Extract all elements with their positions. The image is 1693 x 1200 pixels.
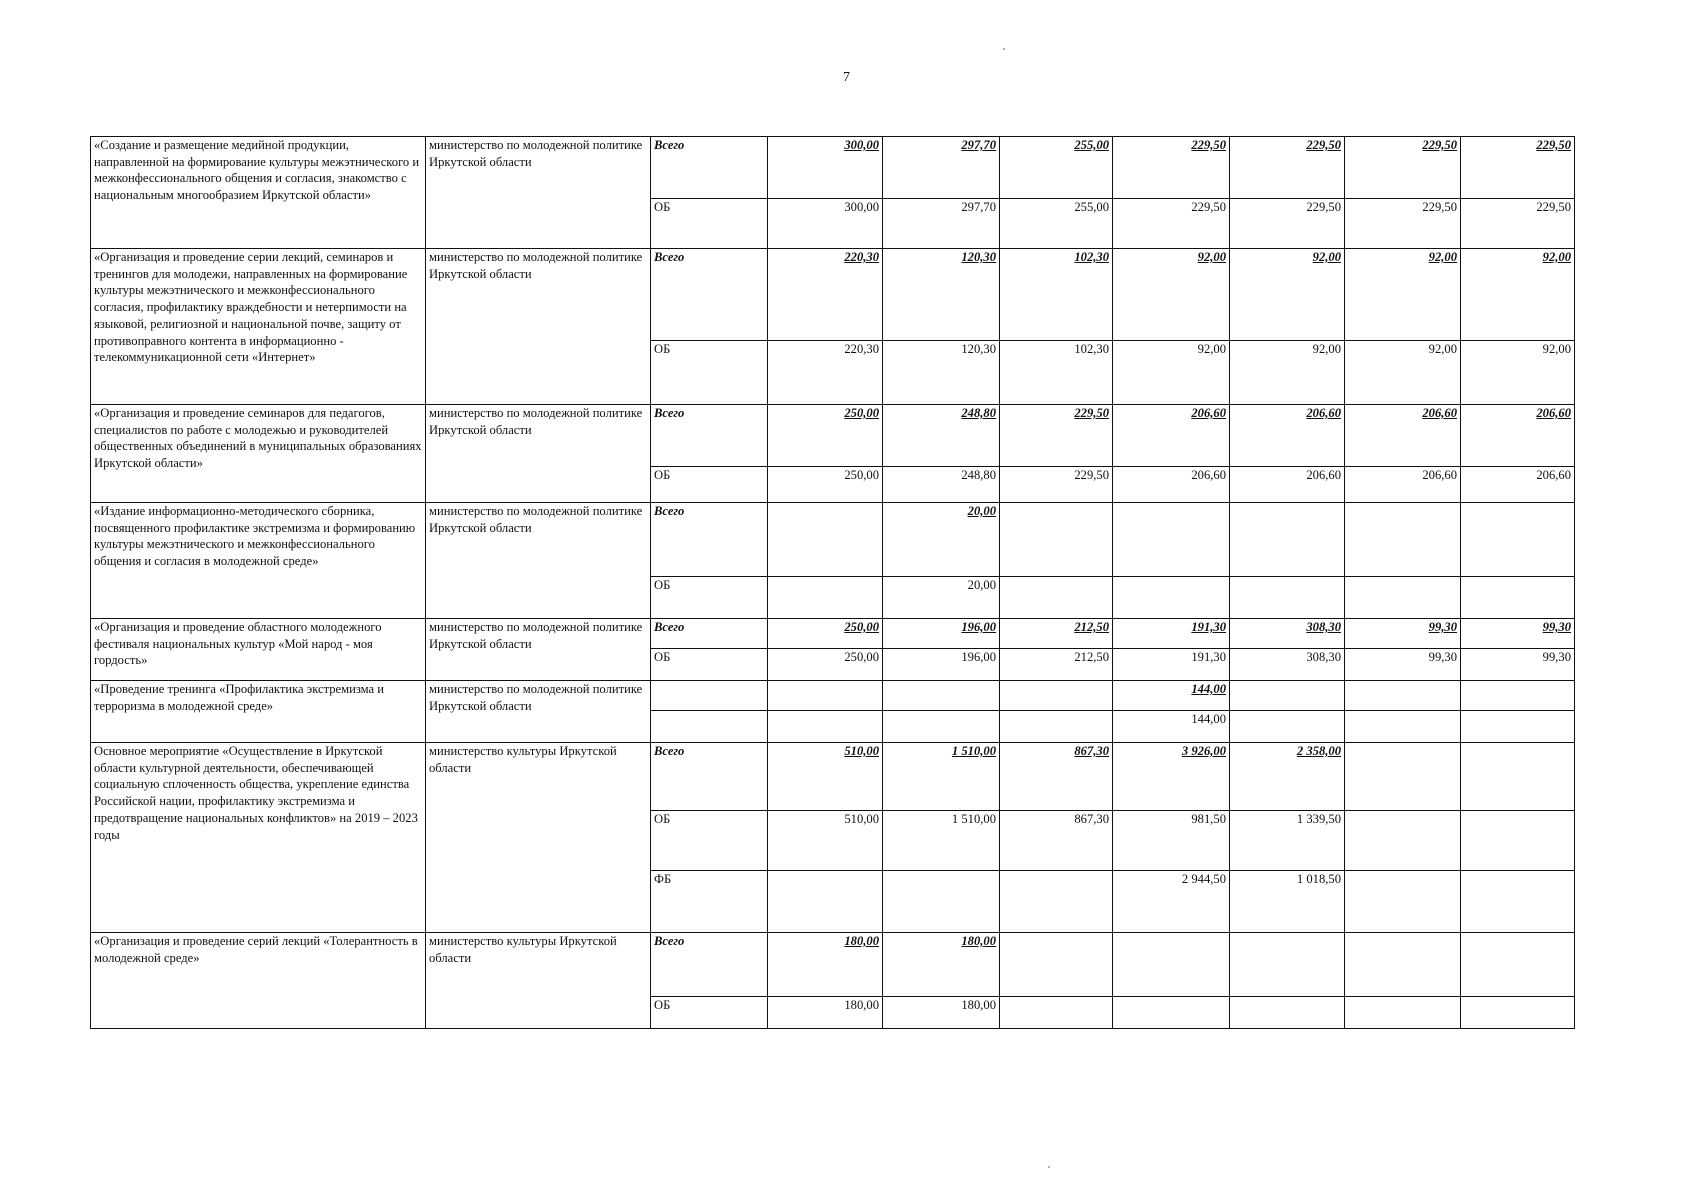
amount-cell: 3 926,00 [1113,743,1230,811]
amount-cell [1230,577,1345,619]
amount-cell: 297,70 [883,199,1000,249]
amount-cell: 206,60 [1113,405,1230,467]
amount-cell: 180,00 [883,997,1000,1029]
amount-cell: 120,30 [883,249,1000,341]
table-row [91,619,1575,649]
amount-cell: 229,50 [1113,199,1230,249]
funding-source-cell: ОБ [651,649,768,681]
scan-speck [1048,1166,1050,1168]
amount-cell: 2 944,50 [1113,871,1230,933]
amount-cell [1000,681,1113,711]
amount-cell: 1 510,00 [883,743,1000,811]
amount-cell: 144,00 [1113,681,1230,711]
amount-cell: 229,50 [1345,137,1461,199]
executor-cell: министерство по молодежной политике Иркутской области [426,619,651,681]
amount-cell: 99,30 [1461,619,1575,649]
amount-cell: 20,00 [883,577,1000,619]
amount-cell: 229,50 [1230,199,1345,249]
table-row [91,137,1575,199]
activity-name-cell: Основное мероприятие «Осуществление в Иркутской области культурной деятельности, обеспечивающей социальную сплоченность общества, укрепление единства Российской нации, профилактику экстремизма и предотвращение национальных конфликтов» на 2019 – 2023 годы [91,743,426,933]
amount-cell: 229,50 [1345,199,1461,249]
table-row [91,743,1575,811]
activity-name-cell: «Создание и размещение медийной продукции, направленной на формирование культуры межэтнического и межконфессионального общения и согласия, знакомство с национальным многообразием Иркутской области» [91,137,426,249]
funding-source-cell: ОБ [651,467,768,503]
amount-cell: 510,00 [768,743,883,811]
executor-cell: министерство по молодежной политике Иркутской области [426,405,651,503]
amount-cell [883,681,1000,711]
amount-cell [1345,577,1461,619]
amount-cell: 250,00 [768,649,883,681]
amount-cell: 867,30 [1000,811,1113,871]
amount-cell: 1 339,50 [1230,811,1345,871]
activity-name-cell: «Издание информационно-методического сборника, посвященного профилактике экстремизма и формированию культуры межэтнического и межконфессионального общения и согласия в молодежной среде» [91,503,426,619]
amount-cell: 92,00 [1345,249,1461,341]
funding-source-cell: Всего [651,619,768,649]
amount-cell: 250,00 [768,619,883,649]
amount-cell [1000,503,1113,577]
amount-cell: 212,50 [1000,619,1113,649]
amount-cell [1113,577,1230,619]
budget-table [90,136,1575,1029]
funding-source-cell: ОБ [651,199,768,249]
amount-cell [1345,933,1461,997]
amount-cell: 981,50 [1113,811,1230,871]
amount-cell [1345,997,1461,1029]
funding-source-cell: ОБ [651,811,768,871]
amount-cell: 248,80 [883,467,1000,503]
funding-source-cell: Всего [651,933,768,997]
funding-source-cell [651,711,768,743]
amount-cell: 300,00 [768,199,883,249]
amount-cell: 229,50 [1000,467,1113,503]
amount-cell: 191,30 [1113,649,1230,681]
table-row [91,681,1575,711]
amount-cell [1230,711,1345,743]
activity-name-cell: «Организация и проведение серий лекций «Толерантность в молодежной среде» [91,933,426,1029]
funding-source-cell: ОБ [651,577,768,619]
amount-cell: 206,60 [1345,467,1461,503]
amount-cell [1461,933,1575,997]
amount-cell [768,503,883,577]
amount-cell [1345,811,1461,871]
page-number: 7 [843,70,850,85]
funding-source-cell [651,681,768,711]
amount-cell: 220,30 [768,249,883,341]
amount-cell [1345,871,1461,933]
funding-source-cell: Всего [651,249,768,341]
amount-cell [1230,503,1345,577]
funding-source-cell: ОБ [651,997,768,1029]
amount-cell: 180,00 [768,933,883,997]
amount-cell [883,871,1000,933]
funding-source-cell: Всего [651,137,768,199]
amount-cell: 250,00 [768,405,883,467]
amount-cell [1461,503,1575,577]
amount-cell: 229,50 [1000,405,1113,467]
amount-cell: 220,30 [768,341,883,405]
table-body [91,137,1575,1029]
amount-cell: 99,30 [1461,649,1575,681]
amount-cell [1113,997,1230,1029]
amount-cell [1461,577,1575,619]
funding-source-cell: Всего [651,503,768,577]
amount-cell: 1 018,50 [1230,871,1345,933]
table-row [91,249,1575,341]
amount-cell [1000,933,1113,997]
amount-cell [1461,681,1575,711]
amount-cell: 206,60 [1461,405,1575,467]
amount-cell: 255,00 [1000,137,1113,199]
amount-cell [1000,871,1113,933]
activity-name-cell: «Организация и проведение областного молодежного фестиваля национальных культур «Мой народ - моя гордость» [91,619,426,681]
amount-cell: 255,00 [1000,199,1113,249]
amount-cell: 99,30 [1345,649,1461,681]
amount-cell: 229,50 [1461,137,1575,199]
table-row [91,405,1575,467]
amount-cell [1000,711,1113,743]
amount-cell: 308,30 [1230,619,1345,649]
amount-cell: 250,00 [768,467,883,503]
amount-cell [1461,811,1575,871]
amount-cell [1113,933,1230,997]
amount-cell [1345,711,1461,743]
amount-cell [1461,711,1575,743]
amount-cell: 2 358,00 [1230,743,1345,811]
amount-cell: 191,30 [1113,619,1230,649]
funding-source-cell: ОБ [651,341,768,405]
amount-cell [1461,871,1575,933]
amount-cell: 92,00 [1230,249,1345,341]
amount-cell: 92,00 [1461,341,1575,405]
amount-cell [1230,681,1345,711]
amount-cell: 92,00 [1113,249,1230,341]
amount-cell: 206,60 [1113,467,1230,503]
amount-cell: 92,00 [1345,341,1461,405]
amount-cell: 196,00 [883,649,1000,681]
amount-cell: 229,50 [1230,137,1345,199]
amount-cell: 229,50 [1113,137,1230,199]
amount-cell: 180,00 [768,997,883,1029]
table-row [91,503,1575,577]
amount-cell [1230,933,1345,997]
executor-cell: министерство по молодежной политике Иркутской области [426,681,651,743]
activity-name-cell: «Организация и проведение семинаров для педагогов, специалистов по работе с молодежью и руководителей общественных объединений в муниципальных образованиях Иркутской области» [91,405,426,503]
table-row [91,933,1575,997]
amount-cell: 300,00 [768,137,883,199]
amount-cell [883,711,1000,743]
funding-source-cell: ФБ [651,871,768,933]
amount-cell: 510,00 [768,811,883,871]
amount-cell [1345,681,1461,711]
amount-cell: 308,30 [1230,649,1345,681]
amount-cell: 99,30 [1345,619,1461,649]
scan-speck [1003,48,1005,50]
amount-cell [768,681,883,711]
amount-cell [1461,997,1575,1029]
amount-cell: 180,00 [883,933,1000,997]
amount-cell: 297,70 [883,137,1000,199]
amount-cell: 229,50 [1461,199,1575,249]
amount-cell: 248,80 [883,405,1000,467]
amount-cell: 206,60 [1230,405,1345,467]
amount-cell [1461,743,1575,811]
amount-cell: 206,60 [1461,467,1575,503]
amount-cell [1000,997,1113,1029]
activity-name-cell: «Проведение тренинга «Профилактика экстремизма и терроризма в молодежной среде» [91,681,426,743]
amount-cell: 196,00 [883,619,1000,649]
amount-cell: 1 510,00 [883,811,1000,871]
activity-name-cell: «Организация и проведение серии лекций, семинаров и тренингов для молодежи, направленных на формирование культуры межэтнического и межконфессионального согласия, профилактику враждебности и нетерпимости на языковой, религиозной и национальной почве, защиту от противоправного контента в информационно - телекоммуникационной сети «Интернет» [91,249,426,405]
amount-cell: 102,30 [1000,249,1113,341]
amount-cell: 867,30 [1000,743,1113,811]
amount-cell: 102,30 [1000,341,1113,405]
amount-cell: 92,00 [1230,341,1345,405]
amount-cell [768,871,883,933]
executor-cell: министерство по молодежной политике Иркутской области [426,137,651,249]
amount-cell: 120,30 [883,341,1000,405]
amount-cell [1000,577,1113,619]
executor-cell: министерство культуры Иркутской области [426,933,651,1029]
amount-cell [1345,743,1461,811]
funding-source-cell: Всего [651,743,768,811]
executor-cell: министерство по молодежной политике Иркутской области [426,503,651,619]
amount-cell [768,577,883,619]
amount-cell: 206,60 [1345,405,1461,467]
amount-cell: 212,50 [1000,649,1113,681]
amount-cell: 92,00 [1461,249,1575,341]
amount-cell [1230,997,1345,1029]
amount-cell: 206,60 [1230,467,1345,503]
executor-cell: министерство культуры Иркутской области [426,743,651,933]
amount-cell: 20,00 [883,503,1000,577]
executor-cell: министерство по молодежной политике Иркутской области [426,249,651,405]
amount-cell: 144,00 [1113,711,1230,743]
amount-cell [1345,503,1461,577]
amount-cell [768,711,883,743]
amount-cell [1113,503,1230,577]
funding-source-cell: Всего [651,405,768,467]
amount-cell: 92,00 [1113,341,1230,405]
